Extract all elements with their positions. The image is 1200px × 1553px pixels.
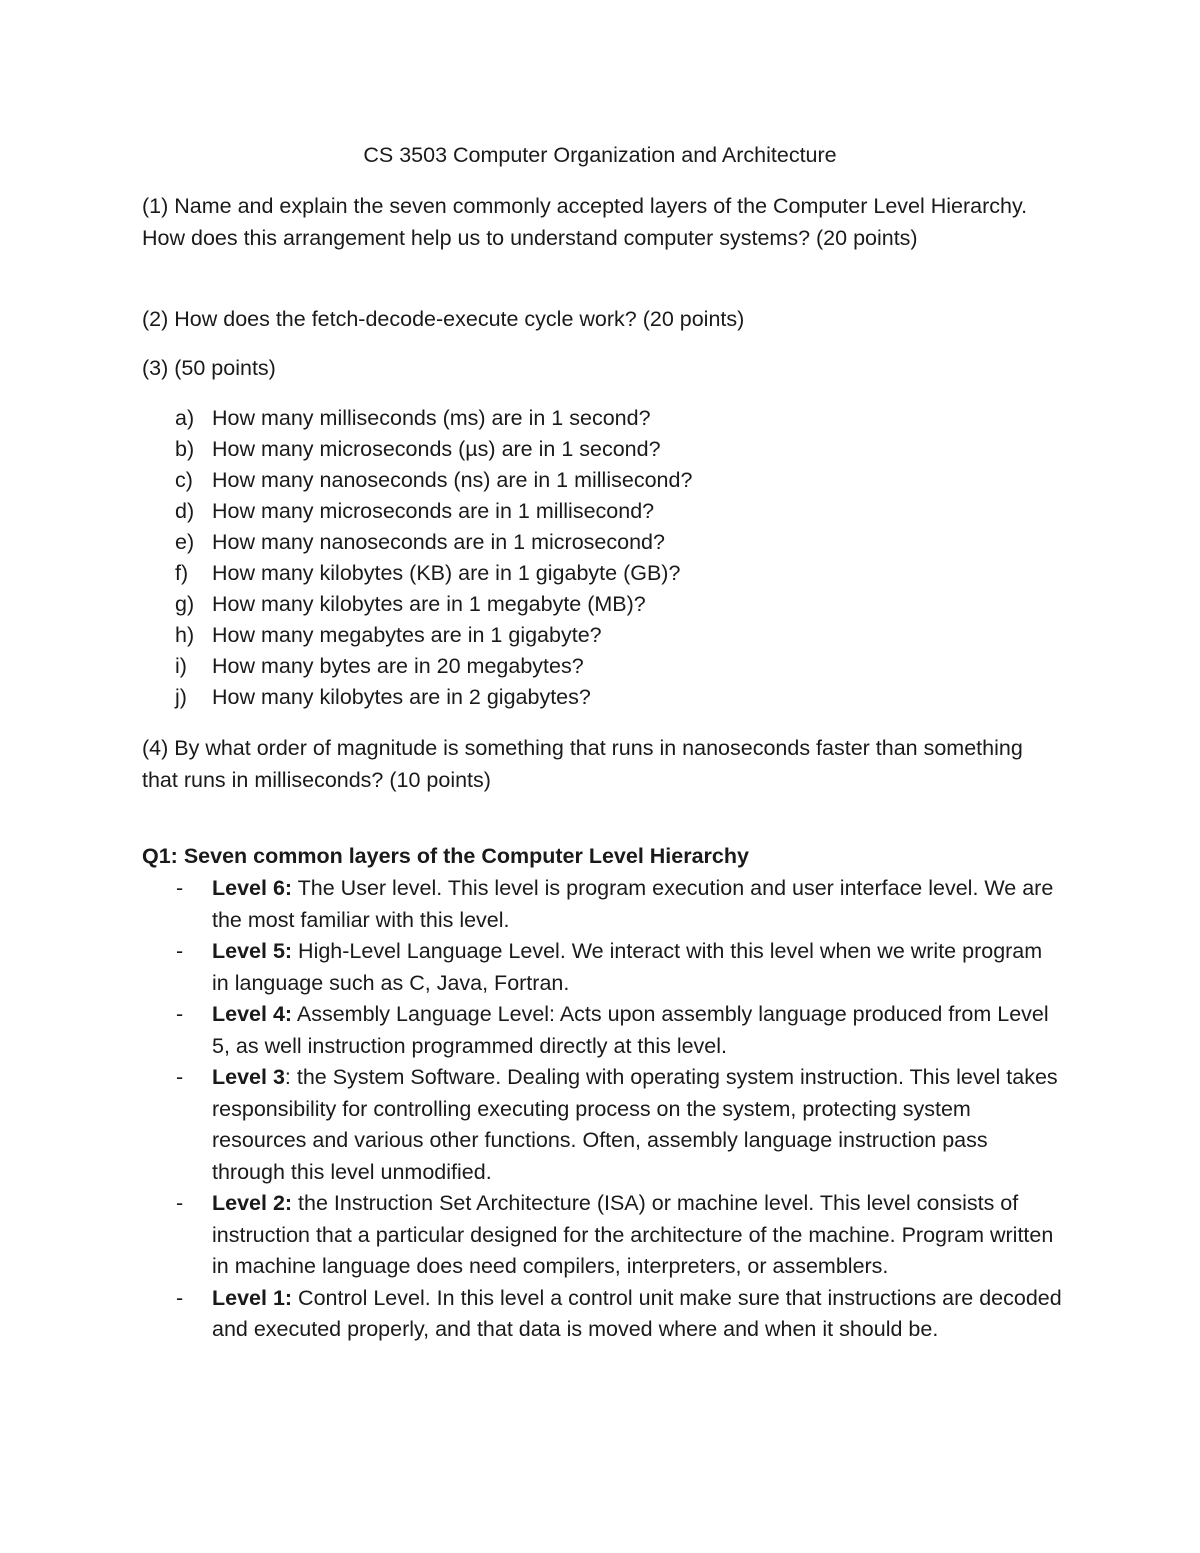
- level-description: : the System Software. Dealing with operating system instruction. This level takes responsibility for controlling executing process on the system, protecting system resources and various other functions. Often, assembly language instruction pass through this level unmodified.: [212, 1065, 1058, 1184]
- subquestion-text: How many kilobytes are in 1 megabyte (MB)?: [212, 592, 646, 616]
- subquestion-text: How many microseconds (µs) are in 1 second?: [212, 437, 661, 461]
- subquestion-item: [142, 682, 1042, 713]
- subquestion-text: How many megabytes are in 1 gigabyte?: [212, 623, 602, 647]
- level-item: [142, 1062, 1062, 1188]
- subquestion-label: g): [175, 592, 195, 616]
- subquestion-text: How many kilobytes (KB) are in 1 gigabyte (GB)?: [212, 561, 681, 585]
- level-description: the Instruction Set Architecture (ISA) or machine level. This level consists of instruction that a particular designed for the architecture of the machine. Program written in machine language does need compilers, interpreters, or assemblers.: [212, 1191, 1054, 1278]
- bullet-dash: -: [176, 1191, 184, 1215]
- subquestion-item: [142, 620, 1042, 651]
- subquestion-text: How many milliseconds (ms) are in 1 second?: [212, 406, 651, 430]
- level-description: High-Level Language Level. We interact with this level when we write program in language such as C, Java, Fortran.: [212, 939, 1043, 995]
- level-description: Assembly Language Level: Acts upon assembly language produced from Level 5, as well instruction programmed directly at this level.: [212, 1002, 1049, 1058]
- subquestion-text: How many nanoseconds (ns) are in 1 millisecond?: [212, 468, 693, 492]
- document-title: CS 3503 Computer Organization and Architecture: [363, 143, 837, 167]
- level-item: [142, 873, 1062, 936]
- subquestion-item: [142, 434, 1042, 465]
- level-item: [142, 999, 1062, 1062]
- level-description: Control Level. In this level a control unit make sure that instructions are decoded and executed properly, and that data is moved where and when it should be.: [212, 1285, 1062, 1341]
- level-item: [142, 936, 1062, 999]
- bullet-dash: -: [176, 1002, 184, 1026]
- bullet-dash: -: [176, 1285, 184, 1310]
- level-description: The User level. This level is program execution and user interface level. We are the most familiar with this level.: [212, 876, 1054, 932]
- subquestion-label: h): [175, 623, 195, 647]
- subquestion-label: a): [175, 406, 195, 430]
- subquestion-text: How many kilobytes are in 2 gigabytes?: [212, 685, 591, 709]
- level-list: [142, 873, 1062, 1346]
- subquestion-item: [142, 651, 1042, 682]
- subquestion-list: [142, 403, 1042, 713]
- bullet-dash: -: [176, 1065, 184, 1089]
- subquestion-item: [142, 403, 1042, 434]
- subquestion-label: e): [175, 530, 195, 554]
- subquestion-item: [142, 496, 1042, 527]
- subquestion-text: How many bytes are in 20 megabytes?: [212, 654, 584, 678]
- question-1: (1) Name and explain the seven commonly accepted layers of the Computer Level Hierarchy. How does this arrangement help us to understand computer systems? (20 points): [142, 194, 1028, 250]
- level-name: Level 6:: [212, 876, 293, 900]
- answer-heading: Q1: Seven common layers of the Computer Level Hierarchy: [142, 844, 749, 868]
- subquestion-item: [142, 558, 1042, 589]
- subquestion-label: f): [175, 561, 189, 585]
- bullet-dash: -: [176, 876, 184, 900]
- subquestion-item: [142, 465, 1042, 496]
- subquestion-text: How many nanoseconds are in 1 microsecond?: [212, 530, 665, 554]
- subquestion-item: [142, 589, 1042, 620]
- subquestion-label: b): [175, 437, 195, 461]
- subquestion-label: i): [175, 654, 187, 678]
- subquestion-text: How many microseconds are in 1 millisecond?: [212, 499, 655, 523]
- level-name: Level 5:: [212, 939, 293, 963]
- question-3: (3) (50 points): [142, 356, 276, 380]
- subquestion-item: [142, 527, 1042, 558]
- level-item: [142, 1188, 1062, 1283]
- subquestion-label: c): [175, 468, 193, 492]
- level-name: Level 2:: [212, 1191, 293, 1215]
- level-name: Level 3: [212, 1065, 285, 1089]
- question-2: (2) How does the fetch-decode-execute cycle work? (20 points): [142, 307, 745, 331]
- level-name: Level 1:: [212, 1285, 293, 1310]
- subquestion-label: d): [175, 499, 195, 523]
- bullet-dash: -: [176, 939, 184, 963]
- subquestion-label: j): [175, 685, 187, 709]
- level-name: Level 4:: [212, 1002, 293, 1026]
- level-item: [142, 1283, 1062, 1346]
- question-4: (4) By what order of magnitude is something that runs in nanoseconds faster than something that runs in milliseconds? (10 points): [142, 736, 1023, 792]
